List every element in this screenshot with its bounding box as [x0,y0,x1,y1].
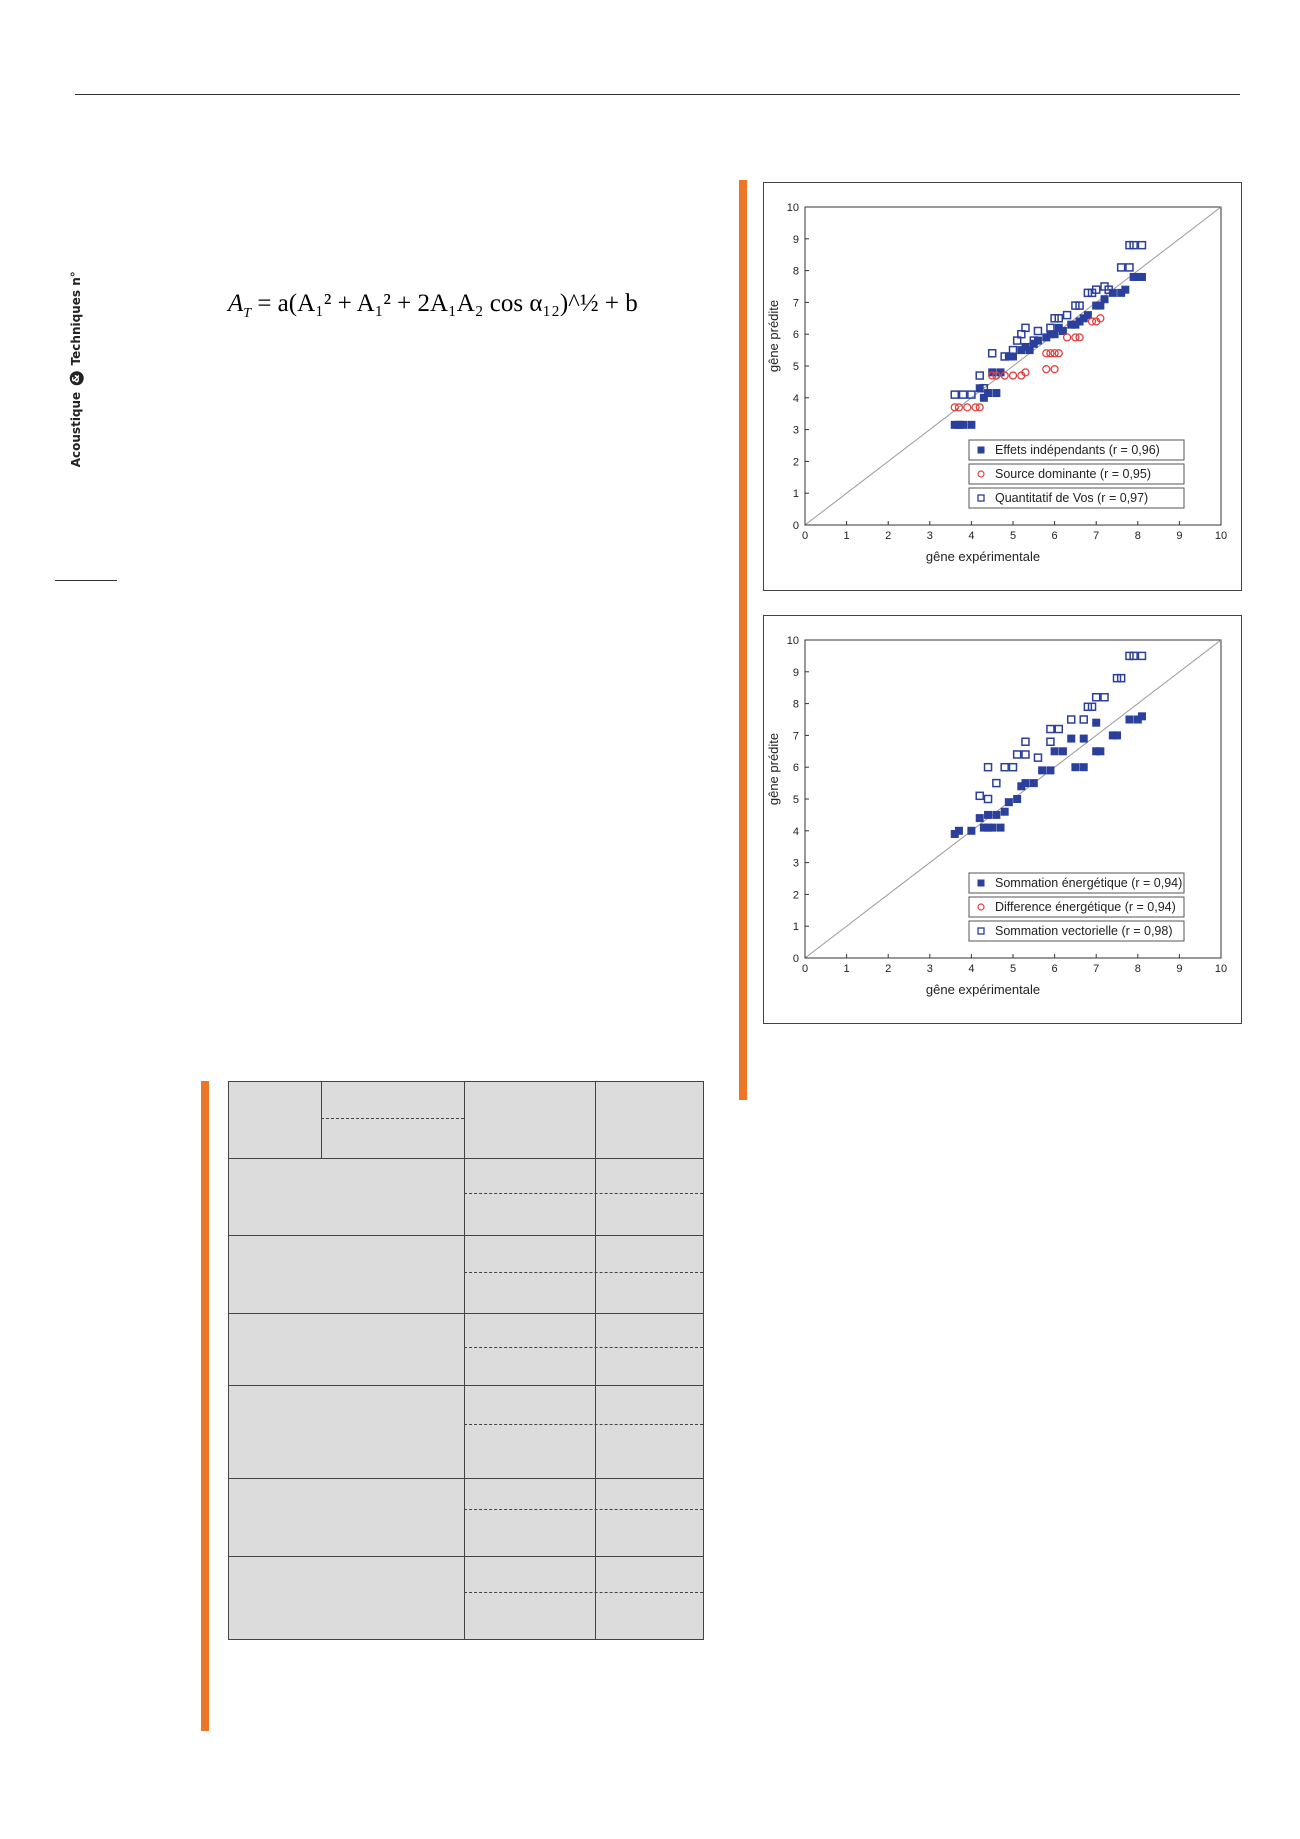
legend-label: Source dominante (r = 0,95) [995,467,1151,481]
y-tick-label: 4 [792,392,799,405]
data-point-filled-square [988,824,996,832]
y-tick-label: 2 [792,456,799,469]
equation-lhs: $A_T$ [228,290,252,321]
x-tick-label: 0 [801,530,809,542]
data-point-filled-square [1038,766,1046,774]
data-point-filled-square [976,814,984,822]
data-point-filled-square [1067,735,1075,743]
y-tick-label: 6 [792,762,799,775]
y-tick-label: 9 [792,666,799,679]
x-tick-label: 4 [968,530,975,542]
legend-marker [978,880,985,887]
table-accent-bar [201,1081,209,1731]
y-tick-label: 8 [792,265,799,278]
data-point-filled-square [967,421,975,429]
data-point-filled-square [1005,798,1013,806]
sidebar-amp-icon: & [69,372,83,386]
data-point-filled-square [955,827,963,835]
data-point-filled-square [997,824,1005,832]
x-tick-label: 4 [968,963,975,975]
figure-1 [763,182,1242,591]
journal-sidebar-label [68,271,84,468]
data-point-filled-square [984,811,992,819]
y-tick-label: 3 [792,857,799,870]
x-tick-label: 6 [1051,530,1058,542]
data-point-filled-square [1121,286,1129,294]
data-point-filled-square [959,421,967,429]
x-tick-label: 1 [843,963,850,975]
legend-label: Difference énergétique (r = 0,94) [995,900,1176,914]
data-point-filled-square [1051,747,1059,755]
data-point-filled-square [1013,795,1021,803]
x-tick-label: 5 [1009,963,1017,975]
data-point-filled-square [1046,766,1054,774]
x-tick-label: 3 [926,963,933,975]
y-tick-label: 8 [792,698,799,711]
legend-label: Sommation vectorielle (r = 0,98) [995,924,1173,938]
y-tick-label: 9 [792,233,799,246]
legend-label: Effets indépendants (r = 0,96) [995,443,1160,457]
data-point-filled-square [1080,735,1088,743]
x-tick-label: 3 [926,530,933,542]
legend-label: Sommation énergétique (r = 0,94) [995,876,1183,890]
data-point-filled-square [992,389,1000,397]
y-tick-label: 7 [792,730,799,743]
scatter-chart-1 [764,183,1241,590]
x-tick-label: 7 [1093,963,1100,975]
y-tick-label: 0 [792,520,799,532]
data-point-filled-square [992,811,1000,819]
x-tick-label: 10 [1214,530,1228,542]
y-tick-label: 10 [786,635,799,647]
legend-label: Quantitatif de Vos (r = 0,97) [995,491,1149,505]
equation [228,290,638,322]
scatter-chart-2 [764,616,1241,1023]
top-rule [75,94,1240,95]
x-tick-label: 0 [801,963,809,975]
x-tick-label: 2 [885,530,892,542]
y-tick-label: 1 [792,488,799,501]
legend-marker [978,447,985,454]
data-point-filled-square [1101,295,1109,303]
x-tick-label: 9 [1176,963,1183,975]
y-axis-label: gêne prédite [766,299,781,373]
equation-rhs: = a(A₁² + A₁² + 2A₁A₂ cos α₁₂)^½ + b [257,290,638,317]
data-point-filled-square [1138,273,1146,281]
x-tick-label: 6 [1051,963,1058,975]
data-point-filled-square [1138,712,1146,720]
x-tick-label: 2 [885,963,892,975]
y-tick-label: 3 [792,424,799,437]
figure-accent-bar [739,180,747,1100]
data-point-filled-square [1021,779,1029,787]
sidebar-text-1: Acoustique [68,391,83,468]
data-point-filled-square [1030,779,1038,787]
x-tick-label: 1 [843,530,850,542]
x-tick-label: 8 [1134,963,1141,975]
y-tick-label: 2 [792,889,799,902]
data-point-filled-square [1080,763,1088,771]
data-point-filled-square [1113,731,1121,739]
x-axis-label: gêne expérimentale [925,982,1041,997]
y-tick-label: 10 [786,202,799,214]
y-tick-label: 6 [792,329,799,342]
figure-2 [763,615,1242,1024]
x-tick-label: 5 [1009,530,1017,542]
y-tick-label: 4 [792,825,799,838]
data-point-filled-square [1092,719,1100,727]
data-point-filled-square [1001,808,1009,816]
x-tick-label: 8 [1134,530,1141,542]
y-tick-label: 7 [792,297,799,310]
data-point-filled-square [1059,747,1067,755]
y-tick-label: 0 [792,953,799,965]
x-tick-label: 10 [1214,963,1228,975]
data-point-filled-square [1125,716,1133,724]
x-tick-label: 7 [1093,530,1100,542]
x-tick-label: 9 [1176,530,1183,542]
y-axis-label: gêne prédite [766,732,781,806]
y-tick-label: 5 [792,361,799,373]
data-point-filled-square [1096,747,1104,755]
short-rule [55,580,117,581]
y-tick-label: 5 [792,794,799,806]
sidebar-text-2: Techniques n° [68,271,83,366]
data-table [228,1081,704,1640]
y-tick-label: 1 [792,921,799,934]
x-axis-label: gêne expérimentale [925,549,1041,564]
data-point-filled-square [1071,763,1079,771]
data-point-filled-square [967,827,975,835]
